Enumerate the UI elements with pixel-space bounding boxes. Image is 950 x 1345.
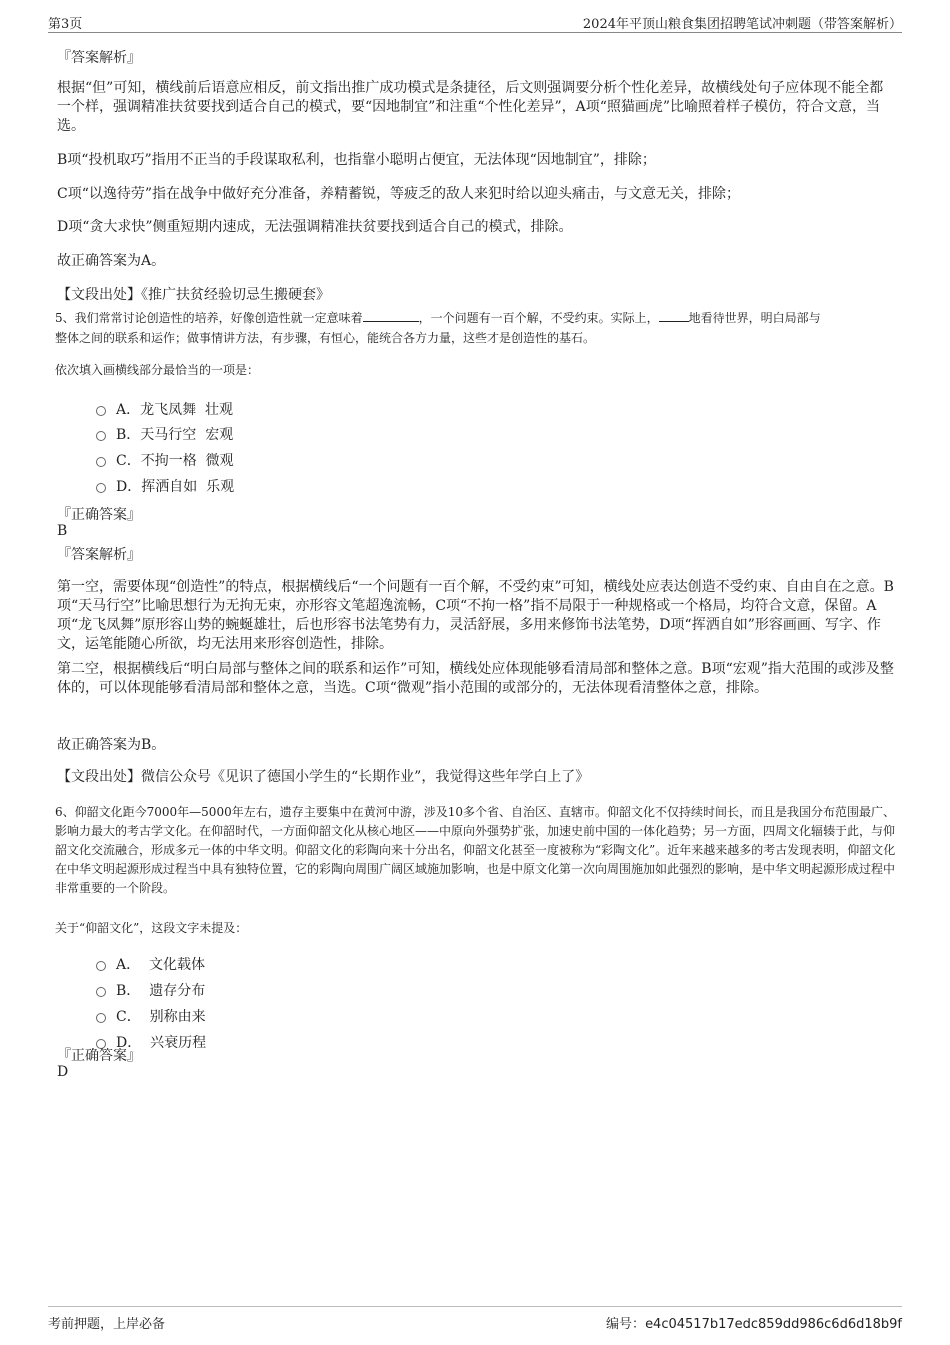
q5-analysis-paragraph-1: 第一空，需要体现“创造性”的特点，根据横线后“一个问题有一百个解，不受约束”可知，横线处应表达创造不受约束、自由自在之意。B项“天马行空”比喻思想行为无拘无束，亦形容文笔超逸流畅，C项“不拘一格”指不局限于一种规格或一个格局，均符合文意，保留。A项“龙飞凤舞”原形容山势的蜿蜒雄壮，后也形容书法笔势有力，灵活舒展，多用来修饰书法笔势，D项“挥洒自如”形容画画、写字、作文，运笔能随心所欲，均无法用来形容创造性，排除。 — [57, 579, 894, 652]
q5-analysis-paragraph-2: 第二空，根据横线后“明白局部与整体之间的联系和运作”可知，横线处应体现能够看清局部和整体之意。B项“宏观”指大范围的或涉及整体的，可以体现能够看清局部和整体之意，当选。C项“微观”指小范围的或部分的，无法体现看清整体之意，排除。 — [57, 661, 894, 696]
radio-icon[interactable] — [96, 961, 106, 971]
q4-analysis-paragraph-2: B项“投机取巧”指用不正当的手段谋取私利，也指靠小聪明占便宜，无法体现“因地制宜”，排除； — [57, 152, 656, 168]
q6-option-b[interactable] — [96, 980, 205, 1000]
footer-divider — [48, 1306, 902, 1307]
q6-option-a[interactable] — [96, 954, 205, 974]
q4-analysis-paragraph-4: D项“贪大求快”侧重短期内速成，无法强调精准扶贫要找到适合自己的模式，排除。 — [57, 219, 573, 235]
q5-prompt: 依次填入画横线部分最恰当的一项是： — [55, 363, 260, 377]
header-divider — [48, 32, 902, 33]
q4-analysis-paragraph-3: C项“以逸待劳”指在战争中做好充分准备，养精蓄锐，等疲乏的敌人来犯时给以迎头痛击，与文意无关，排除； — [57, 186, 741, 202]
document-title: 2024年平顶山粮食集团招聘笔试冲刺题（带答案解析） — [582, 17, 902, 32]
q4-conclusion: 故正确答案为A。 — [57, 253, 166, 269]
radio-icon[interactable] — [96, 431, 106, 441]
q5-blank-1 — [363, 320, 419, 322]
q5-option-c[interactable] — [96, 450, 234, 470]
q5-stem-part-d: 整体之间的联系和运作；做事情讲方法，有步骤，有恒心，能统合各方力量，这些才是创造性的基石。 — [55, 331, 596, 345]
q6-answer: D — [57, 1064, 69, 1080]
document-code-value: e4c04517b17edc859dd986c6d6d18b9f — [645, 1317, 902, 1332]
q5-source: 【文段出处】微信公众号《见识了德国小学生的“长期作业”，我觉得这些年学白上了》 — [57, 769, 590, 785]
q6-option-a-label: A． 文化载体 — [116, 957, 206, 973]
q5-answer: B — [57, 523, 68, 539]
q5-option-d-label: D．挥洒自如 乐观 — [116, 479, 235, 495]
radio-icon[interactable] — [96, 457, 106, 467]
q5-stem — [55, 308, 900, 348]
q5-stem-part-c: 地看待世界，明白局部与 — [688, 311, 821, 325]
q6-option-b-label: B． 遗存分布 — [116, 983, 206, 999]
q4-analysis-paragraph-1: 根据“但”可知，横线前后语意应相反，前文指出推广成功模式是条捷径，后文则强调要分析个性化差异，故横线处句子应体现不能全都一个样，强调精准扶贫要找到适合自己的模式，要“因地制宜”和注重“个性化差异”，A项“照猫画虎”比喻照着样子模仿，符合文意，当选。 — [57, 80, 884, 134]
q6-stem: 6、仰韶文化距今7000年—5000年左右，遗存主要集中在黄河中游，涉及10多个省、自治区、直辖市。仰韶文化不仅持续时间长，而且是我国分布范围最广、影响力最大的考古学文化。在仰韶时代，一方面仰韶文化从核心地区——中原向外强势扩张，加速史前中国的一体化趋势；另一方面，四周文化辐辏于此，与仰韶文化交流融合，形成多元一体的中华文明。仰韶文化的彩陶向来十分出名，仰韶文化甚至一度被称为“彩陶文化”。近年来越来越多的考古发现表明，仰韶文化在中华文明起源形成过程当中具有独特位置，它的彩陶向周围广阔区域施加影响，也是中原文化第一次向周围施加如此强烈的影响，是中华文明起源形成过程中非常重要的一个阶段。 — [55, 805, 896, 895]
footer-slogan: 考前押题，上岸必备 — [48, 1317, 166, 1332]
radio-icon[interactable] — [96, 987, 106, 997]
q4-analysis-label: 『答案解析』 — [57, 50, 141, 66]
radio-icon[interactable] — [96, 406, 106, 416]
radio-icon[interactable] — [96, 483, 106, 493]
q5-option-b[interactable] — [96, 424, 233, 444]
q5-analysis-label: 『答案解析』 — [57, 547, 141, 563]
q4-source: 【文段出处】《推广扶贫经验切忌生搬硬套》 — [57, 287, 330, 303]
q6-prompt: 关于“仰韶文化”，这段文字未提及： — [55, 921, 248, 935]
q6-option-c-label: C． 别称由来 — [116, 1009, 206, 1025]
q5-stem-part-b: ，一个问题有一百个解，不受约束。实际上， — [418, 311, 659, 325]
q5-option-d[interactable] — [96, 476, 234, 496]
q5-option-a[interactable] — [96, 399, 233, 419]
q5-answer-label: 『正确答案』 — [57, 507, 141, 523]
q6-answer-label: 『正确答案』 — [57, 1048, 141, 1064]
radio-icon[interactable] — [96, 1013, 106, 1023]
q5-option-b-label: B．天马行空 宏观 — [116, 427, 234, 443]
q5-stem-part-a: 5、我们常常讨论创造性的培养，好像创造性就一定意味着 — [55, 311, 363, 325]
q5-blank-2 — [659, 320, 689, 322]
page-number: 第3页 — [48, 17, 83, 32]
q6-option-c[interactable] — [96, 1006, 206, 1026]
q6-option-d-label: D． 兴衰历程 — [116, 1035, 207, 1051]
document-code — [606, 1313, 902, 1332]
document-code-label: 编号： — [606, 1317, 646, 1332]
q5-option-a-label: A．龙飞凤舞 壮观 — [116, 402, 234, 418]
q5-option-c-label: C．不拘一格 微观 — [116, 453, 234, 469]
q5-conclusion: 故正确答案为B。 — [57, 737, 166, 753]
